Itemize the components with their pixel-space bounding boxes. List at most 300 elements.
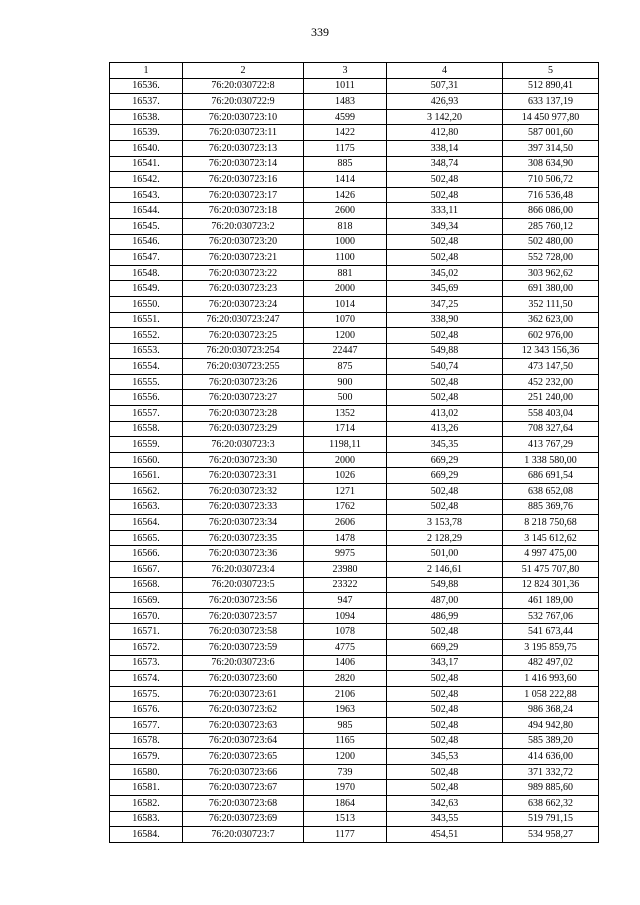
area-cell: 1200 — [304, 749, 387, 765]
table-row — [110, 593, 599, 609]
specific-value-cell: 502,48 — [387, 172, 503, 188]
area-cell: 885 — [304, 156, 387, 172]
cadastral-value-cell: 12 824 301,36 — [503, 577, 599, 593]
cadastral-value-cell: 512 890,41 — [503, 78, 599, 94]
row-index-cell: 16559. — [110, 437, 183, 453]
cadastral-value-cell: 303 962,62 — [503, 265, 599, 281]
row-index-cell: 16553. — [110, 343, 183, 359]
row-index-cell: 16558. — [110, 421, 183, 437]
cadastral-number-cell: 76:20:030723:26 — [183, 374, 304, 390]
table-row — [110, 421, 599, 437]
row-index-cell: 16584. — [110, 827, 183, 843]
table-row — [110, 515, 599, 531]
table-row — [110, 562, 599, 578]
cadastral-value-cell: 51 475 707,80 — [503, 562, 599, 578]
specific-value-cell: 502,48 — [387, 764, 503, 780]
cadastral-number-cell: 76:20:030723:5 — [183, 577, 304, 593]
cadastral-value-cell: 602 976,00 — [503, 328, 599, 344]
specific-value-cell: 333,11 — [387, 203, 503, 219]
cadastral-value-cell: 1 416 993,60 — [503, 671, 599, 687]
cadastral-value-cell: 251 240,00 — [503, 390, 599, 406]
area-cell: 1026 — [304, 468, 387, 484]
cadastral-value-cell: 1 058 222,88 — [503, 686, 599, 702]
area-cell: 1963 — [304, 702, 387, 718]
row-index-cell: 16542. — [110, 172, 183, 188]
cadastral-value-cell: 710 506,72 — [503, 172, 599, 188]
table-row — [110, 140, 599, 156]
specific-value-cell: 349,34 — [387, 218, 503, 234]
table-row — [110, 827, 599, 843]
area-cell: 2000 — [304, 281, 387, 297]
cadastral-number-cell: 76:20:030723:20 — [183, 234, 304, 250]
specific-value-cell: 502,48 — [387, 484, 503, 500]
area-cell: 1970 — [304, 780, 387, 796]
cadastral-number-cell: 76:20:030723:6 — [183, 655, 304, 671]
table-row — [110, 639, 599, 655]
cadastral-number-cell: 76:20:030723:10 — [183, 109, 304, 125]
specific-value-cell: 345,35 — [387, 437, 503, 453]
column-header-1: 1 — [110, 63, 183, 79]
cadastral-number-cell: 76:20:030723:60 — [183, 671, 304, 687]
cadastral-value-cell: 558 403,04 — [503, 406, 599, 422]
row-index-cell: 16569. — [110, 593, 183, 609]
area-cell: 9975 — [304, 546, 387, 562]
area-cell: 23980 — [304, 562, 387, 578]
area-cell: 1762 — [304, 499, 387, 515]
table-row — [110, 671, 599, 687]
cadastral-value-cell: 461 189,00 — [503, 593, 599, 609]
specific-value-cell: 345,53 — [387, 749, 503, 765]
cadastral-value-cell: 532 767,06 — [503, 608, 599, 624]
specific-value-cell: 348,74 — [387, 156, 503, 172]
cadastral-value-cell: 414 636,00 — [503, 749, 599, 765]
area-cell: 875 — [304, 359, 387, 375]
row-index-cell: 16556. — [110, 390, 183, 406]
cadastral-value-cell: 633 137,19 — [503, 94, 599, 110]
cadastral-number-cell: 76:20:030723:30 — [183, 452, 304, 468]
row-index-cell: 16546. — [110, 234, 183, 250]
area-cell: 1422 — [304, 125, 387, 141]
column-header-5: 5 — [503, 63, 599, 79]
table-row — [110, 172, 599, 188]
table-row — [110, 296, 599, 312]
row-index-cell: 16580. — [110, 764, 183, 780]
row-index-cell: 16548. — [110, 265, 183, 281]
area-cell: 1165 — [304, 733, 387, 749]
table-row — [110, 452, 599, 468]
cadastral-number-cell: 76:20:030723:59 — [183, 639, 304, 655]
specific-value-cell: 669,29 — [387, 468, 503, 484]
cadastral-value-cell: 352 111,50 — [503, 296, 599, 312]
column-header-4: 4 — [387, 63, 503, 79]
table-row — [110, 265, 599, 281]
cadastral-number-cell: 76:20:030723:61 — [183, 686, 304, 702]
cadastral-value-cell: 4 997 475,00 — [503, 546, 599, 562]
area-cell: 1714 — [304, 421, 387, 437]
specific-value-cell: 540,74 — [387, 359, 503, 375]
cadastral-number-cell: 76:20:030723:58 — [183, 624, 304, 640]
cadastral-number-cell: 76:20:030723:13 — [183, 140, 304, 156]
cadastral-number-cell: 76:20:030723:57 — [183, 608, 304, 624]
specific-value-cell: 413,26 — [387, 421, 503, 437]
specific-value-cell: 669,29 — [387, 452, 503, 468]
area-cell: 2000 — [304, 452, 387, 468]
table-row — [110, 608, 599, 624]
cadastral-value-cell: 397 314,50 — [503, 140, 599, 156]
table-row — [110, 499, 599, 515]
cadastral-value-cell: 541 673,44 — [503, 624, 599, 640]
row-index-cell: 16560. — [110, 452, 183, 468]
cadastral-value-cell: 473 147,50 — [503, 359, 599, 375]
row-index-cell: 16581. — [110, 780, 183, 796]
area-cell: 1177 — [304, 827, 387, 843]
specific-value-cell: 549,88 — [387, 577, 503, 593]
row-index-cell: 16557. — [110, 406, 183, 422]
table-row — [110, 343, 599, 359]
area-cell: 1271 — [304, 484, 387, 500]
specific-value-cell: 669,29 — [387, 639, 503, 655]
table-row — [110, 203, 599, 219]
specific-value-cell: 502,48 — [387, 686, 503, 702]
row-index-cell: 16547. — [110, 250, 183, 266]
row-index-cell: 16561. — [110, 468, 183, 484]
area-cell: 739 — [304, 764, 387, 780]
cadastral-number-cell: 76:20:030723:35 — [183, 530, 304, 546]
row-index-cell: 16577. — [110, 717, 183, 733]
table-row — [110, 374, 599, 390]
cadastral-number-cell: 76:20:030723:69 — [183, 811, 304, 827]
area-cell: 985 — [304, 717, 387, 733]
specific-value-cell: 502,48 — [387, 717, 503, 733]
area-cell: 1175 — [304, 140, 387, 156]
area-cell: 1478 — [304, 530, 387, 546]
cadastral-number-cell: 76:20:030723:254 — [183, 343, 304, 359]
area-cell: 2820 — [304, 671, 387, 687]
row-index-cell: 16540. — [110, 140, 183, 156]
specific-value-cell: 2 146,61 — [387, 562, 503, 578]
table-row — [110, 780, 599, 796]
row-index-cell: 16568. — [110, 577, 183, 593]
cadastral-number-cell: 76:20:030723:66 — [183, 764, 304, 780]
cadastral-number-cell: 76:20:030723:3 — [183, 437, 304, 453]
cadastral-number-cell: 76:20:030723:11 — [183, 125, 304, 141]
specific-value-cell: 502,48 — [387, 250, 503, 266]
row-index-cell: 16576. — [110, 702, 183, 718]
specific-value-cell: 502,48 — [387, 499, 503, 515]
specific-value-cell: 345,02 — [387, 265, 503, 281]
row-index-cell: 16563. — [110, 499, 183, 515]
cadastral-value-cell: 519 791,15 — [503, 811, 599, 827]
cadastral-value-cell: 308 634,90 — [503, 156, 599, 172]
row-index-cell: 16572. — [110, 639, 183, 655]
area-cell: 23322 — [304, 577, 387, 593]
cadastral-number-cell: 76:20:030723:64 — [183, 733, 304, 749]
cadastral-value-cell: 3 195 859,75 — [503, 639, 599, 655]
cadastral-number-cell: 76:20:030723:21 — [183, 250, 304, 266]
row-index-cell: 16552. — [110, 328, 183, 344]
area-cell: 500 — [304, 390, 387, 406]
specific-value-cell: 502,48 — [387, 702, 503, 718]
row-index-cell: 16579. — [110, 749, 183, 765]
row-index-cell: 16571. — [110, 624, 183, 640]
cadastral-value-cell: 716 536,48 — [503, 187, 599, 203]
column-number-row — [110, 63, 599, 79]
table-row — [110, 686, 599, 702]
specific-value-cell: 412,80 — [387, 125, 503, 141]
row-index-cell: 16550. — [110, 296, 183, 312]
cadastral-value-cell: 691 380,00 — [503, 281, 599, 297]
cadastral-number-cell: 76:20:030723:16 — [183, 172, 304, 188]
table-row — [110, 717, 599, 733]
cadastral-value-cell: 362 623,00 — [503, 312, 599, 328]
cadastral-number-cell: 76:20:030722:9 — [183, 94, 304, 110]
cadastral-value-cell: 686 691,54 — [503, 468, 599, 484]
table-row — [110, 546, 599, 562]
cadastral-value-table — [109, 62, 599, 843]
cadastral-value-cell: 989 885,60 — [503, 780, 599, 796]
specific-value-cell: 502,48 — [387, 374, 503, 390]
cadastral-value-cell: 885 369,76 — [503, 499, 599, 515]
area-cell: 2606 — [304, 515, 387, 531]
specific-value-cell: 502,48 — [387, 671, 503, 687]
area-cell: 2600 — [304, 203, 387, 219]
area-cell: 900 — [304, 374, 387, 390]
cadastral-number-cell: 76:20:030723:25 — [183, 328, 304, 344]
area-cell: 1011 — [304, 78, 387, 94]
row-index-cell: 16578. — [110, 733, 183, 749]
cadastral-number-cell: 76:20:030723:31 — [183, 468, 304, 484]
table-row — [110, 795, 599, 811]
area-cell: 4775 — [304, 639, 387, 655]
cadastral-number-cell: 76:20:030723:62 — [183, 702, 304, 718]
area-cell: 1483 — [304, 94, 387, 110]
area-cell: 1414 — [304, 172, 387, 188]
table-row — [110, 749, 599, 765]
area-cell: 1094 — [304, 608, 387, 624]
table-row — [110, 359, 599, 375]
table-row — [110, 250, 599, 266]
specific-value-cell: 502,48 — [387, 624, 503, 640]
specific-value-cell: 338,14 — [387, 140, 503, 156]
cadastral-value-cell: 552 728,00 — [503, 250, 599, 266]
cadastral-number-cell: 76:20:030723:17 — [183, 187, 304, 203]
specific-value-cell: 502,48 — [387, 390, 503, 406]
specific-value-cell: 507,31 — [387, 78, 503, 94]
cadastral-number-cell: 76:20:030723:14 — [183, 156, 304, 172]
row-index-cell: 16583. — [110, 811, 183, 827]
cadastral-value-cell: 371 332,72 — [503, 764, 599, 780]
cadastral-number-cell: 76:20:030723:28 — [183, 406, 304, 422]
cadastral-value-cell: 638 662,32 — [503, 795, 599, 811]
area-cell: 22447 — [304, 343, 387, 359]
row-index-cell: 16537. — [110, 94, 183, 110]
specific-value-cell: 501,00 — [387, 546, 503, 562]
cadastral-value-cell: 587 001,60 — [503, 125, 599, 141]
row-index-cell: 16541. — [110, 156, 183, 172]
row-index-cell: 16545. — [110, 218, 183, 234]
cadastral-value-cell: 866 086,00 — [503, 203, 599, 219]
specific-value-cell: 413,02 — [387, 406, 503, 422]
cadastral-number-cell: 76:20:030723:36 — [183, 546, 304, 562]
area-cell: 1406 — [304, 655, 387, 671]
table-row — [110, 78, 599, 94]
cadastral-number-cell: 76:20:030723:22 — [183, 265, 304, 281]
area-cell: 1198,11 — [304, 437, 387, 453]
specific-value-cell: 343,55 — [387, 811, 503, 827]
cadastral-value-cell: 986 368,24 — [503, 702, 599, 718]
area-cell: 1100 — [304, 250, 387, 266]
specific-value-cell: 502,48 — [387, 187, 503, 203]
table-row — [110, 156, 599, 172]
table-row — [110, 764, 599, 780]
specific-value-cell: 338,90 — [387, 312, 503, 328]
cadastral-value-cell: 494 942,80 — [503, 717, 599, 733]
table-row — [110, 811, 599, 827]
row-index-cell: 16565. — [110, 530, 183, 546]
area-cell: 818 — [304, 218, 387, 234]
cadastral-value-cell: 585 389,20 — [503, 733, 599, 749]
table-row — [110, 655, 599, 671]
specific-value-cell: 3 142,20 — [387, 109, 503, 125]
cadastral-number-cell: 76:20:030723:63 — [183, 717, 304, 733]
table-row — [110, 328, 599, 344]
table-row — [110, 234, 599, 250]
row-index-cell: 16582. — [110, 795, 183, 811]
specific-value-cell: 454,51 — [387, 827, 503, 843]
column-header-3: 3 — [304, 63, 387, 79]
cadastral-number-cell: 76:20:030723:34 — [183, 515, 304, 531]
cadastral-value-cell: 14 450 977,80 — [503, 109, 599, 125]
cadastral-number-cell: 76:20:030723:67 — [183, 780, 304, 796]
cadastral-number-cell: 76:20:030723:7 — [183, 827, 304, 843]
area-cell: 1200 — [304, 328, 387, 344]
specific-value-cell: 3 153,78 — [387, 515, 503, 531]
specific-value-cell: 502,48 — [387, 234, 503, 250]
row-index-cell: 16555. — [110, 374, 183, 390]
cadastral-number-cell: 76:20:030723:32 — [183, 484, 304, 500]
row-index-cell: 16536. — [110, 78, 183, 94]
specific-value-cell: 549,88 — [387, 343, 503, 359]
table-row — [110, 125, 599, 141]
column-header-2: 2 — [183, 63, 304, 79]
specific-value-cell: 486,99 — [387, 608, 503, 624]
cadastral-number-cell: 76:20:030723:56 — [183, 593, 304, 609]
area-cell: 1078 — [304, 624, 387, 640]
cadastral-value-cell: 3 145 612,62 — [503, 530, 599, 546]
cadastral-number-cell: 76:20:030722:8 — [183, 78, 304, 94]
specific-value-cell: 502,48 — [387, 780, 503, 796]
table-row — [110, 109, 599, 125]
table-row — [110, 281, 599, 297]
row-index-cell: 16538. — [110, 109, 183, 125]
table-row — [110, 94, 599, 110]
cadastral-value-cell: 638 652,08 — [503, 484, 599, 500]
area-cell: 1352 — [304, 406, 387, 422]
table-row — [110, 530, 599, 546]
table-row — [110, 187, 599, 203]
area-cell: 4599 — [304, 109, 387, 125]
specific-value-cell: 502,48 — [387, 733, 503, 749]
cadastral-value-cell: 285 760,12 — [503, 218, 599, 234]
row-index-cell: 16570. — [110, 608, 183, 624]
area-cell: 1513 — [304, 811, 387, 827]
row-index-cell: 16554. — [110, 359, 183, 375]
row-index-cell: 16549. — [110, 281, 183, 297]
cadastral-number-cell: 76:20:030723:18 — [183, 203, 304, 219]
row-index-cell: 16551. — [110, 312, 183, 328]
table-row — [110, 406, 599, 422]
area-cell: 2106 — [304, 686, 387, 702]
table-row — [110, 624, 599, 640]
row-index-cell: 16575. — [110, 686, 183, 702]
table-row — [110, 733, 599, 749]
row-index-cell: 16564. — [110, 515, 183, 531]
area-cell: 1000 — [304, 234, 387, 250]
row-index-cell: 16562. — [110, 484, 183, 500]
area-cell: 1864 — [304, 795, 387, 811]
cadastral-value-cell: 502 480,00 — [503, 234, 599, 250]
cadastral-number-cell: 76:20:030723:68 — [183, 795, 304, 811]
specific-value-cell: 426,93 — [387, 94, 503, 110]
cadastral-number-cell: 76:20:030723:4 — [183, 562, 304, 578]
cadastral-number-cell: 76:20:030723:33 — [183, 499, 304, 515]
cadastral-number-cell: 76:20:030723:65 — [183, 749, 304, 765]
cadastral-number-cell: 76:20:030723:255 — [183, 359, 304, 375]
page-number: 339 — [311, 25, 329, 39]
table-body — [110, 78, 599, 842]
cadastral-number-cell: 76:20:030723:247 — [183, 312, 304, 328]
cadastral-value-cell: 12 343 156,36 — [503, 343, 599, 359]
cadastral-number-cell: 76:20:030723:2 — [183, 218, 304, 234]
row-index-cell: 16566. — [110, 546, 183, 562]
row-index-cell: 16573. — [110, 655, 183, 671]
cadastral-value-cell: 1 338 580,00 — [503, 452, 599, 468]
cadastral-value-cell: 452 232,00 — [503, 374, 599, 390]
specific-value-cell: 343,17 — [387, 655, 503, 671]
row-index-cell: 16574. — [110, 671, 183, 687]
cadastral-value-cell: 413 767,29 — [503, 437, 599, 453]
table-row — [110, 437, 599, 453]
specific-value-cell: 345,69 — [387, 281, 503, 297]
row-index-cell: 16543. — [110, 187, 183, 203]
area-cell: 881 — [304, 265, 387, 281]
area-cell: 1070 — [304, 312, 387, 328]
specific-value-cell: 502,48 — [387, 328, 503, 344]
row-index-cell: 16544. — [110, 203, 183, 219]
cadastral-value-cell: 708 327,64 — [503, 421, 599, 437]
table-row — [110, 312, 599, 328]
specific-value-cell: 347,25 — [387, 296, 503, 312]
table-row — [110, 577, 599, 593]
area-cell: 1426 — [304, 187, 387, 203]
specific-value-cell: 487,00 — [387, 593, 503, 609]
cadastral-number-cell: 76:20:030723:27 — [183, 390, 304, 406]
table-row — [110, 218, 599, 234]
cadastral-number-cell: 76:20:030723:24 — [183, 296, 304, 312]
specific-value-cell: 2 128,29 — [387, 530, 503, 546]
cadastral-value-cell: 482 497,02 — [503, 655, 599, 671]
cadastral-number-cell: 76:20:030723:29 — [183, 421, 304, 437]
row-index-cell: 16567. — [110, 562, 183, 578]
specific-value-cell: 342,63 — [387, 795, 503, 811]
table-row — [110, 484, 599, 500]
table-row — [110, 468, 599, 484]
cadastral-value-cell: 8 218 750,68 — [503, 515, 599, 531]
row-index-cell: 16539. — [110, 125, 183, 141]
cadastral-value-cell: 534 958,27 — [503, 827, 599, 843]
table-row — [110, 390, 599, 406]
area-cell: 947 — [304, 593, 387, 609]
